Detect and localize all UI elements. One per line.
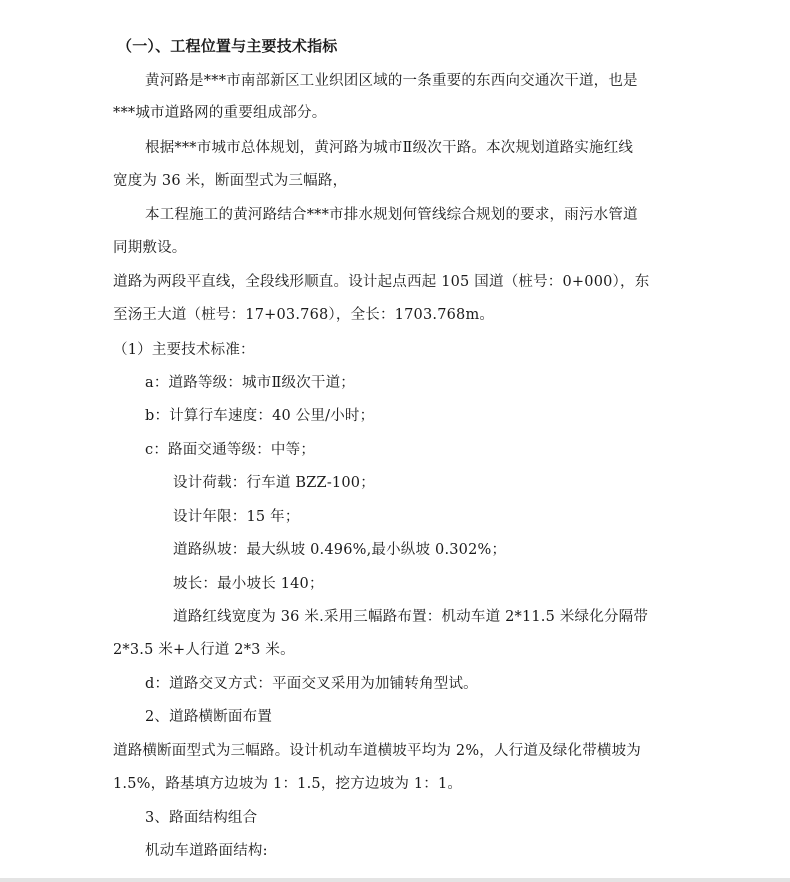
section-2-line-2: 1.5%，路基填方边坡为 1：1.5，挖方边坡为 1：1。 xyxy=(113,776,463,792)
paragraph-2-line-1: 根据***市城市总体规划，黄河路为城市Ⅱ级次干路。本次规划道路实施红线 xyxy=(145,140,634,156)
page-bottom-edge xyxy=(0,878,790,882)
slope-length: 坡长：最小坡长 140； xyxy=(173,576,324,592)
section-heading: （一）、工程位置与主要技术指标 xyxy=(117,37,338,55)
paragraph-1-line-2: ***城市道路网的重要组成部分。 xyxy=(113,105,327,121)
design-load: 设计荷载：行车道 BZZ-100； xyxy=(173,475,375,491)
paragraph-4-line-2: 至汤王大道（桩号：17+03.768），全长：1703.768m。 xyxy=(113,307,495,323)
section-2-line-1: 道路横断面型式为三幅路。设计机动车道横坡平均为 2%，人行道及绿化带横坡为 xyxy=(113,743,642,759)
longitudinal-slope: 道路纵坡：最大纵坡 0.496%,最小纵坡 0.302%； xyxy=(173,542,507,558)
standard-item-b: b：计算行车速度：40 公里/小时； xyxy=(145,408,375,424)
section-3-title: 3、路面结构组合 xyxy=(145,810,258,826)
section-3-line-1: 机动车道路面结构: xyxy=(145,843,268,859)
design-life: 设计年限：15 年； xyxy=(173,509,300,525)
paragraph-2-line-2: 宽度为 36 米，断面型式为三幅路， xyxy=(113,173,348,189)
paragraph-3-line-1: 本工程施工的黄河路结合***市排水规划何管线综合规划的要求，雨污水管道 xyxy=(145,207,638,223)
tech-standards-title: （1）主要技术标准： xyxy=(113,342,255,358)
paragraph-4-line-1: 道路为两段平直线，全段线形顺直。设计起点西起 105 国道（桩号：0+000），东 xyxy=(113,274,650,290)
standard-item-d: d：道路交叉方式：平面交叉采用为加铺转角型试。 xyxy=(145,676,478,692)
redline-width-line-2: 2*3.5 米+人行道 2*3 米。 xyxy=(113,642,295,658)
redline-width-line-1: 道路红线宽度为 36 米.采用三幅路布置：机动车道 2*11.5 米绿化分隔带 xyxy=(173,609,649,625)
standard-item-a: a：道路等级：城市Ⅱ级次干道； xyxy=(145,375,355,391)
paragraph-3-line-2: 同期敷设。 xyxy=(113,240,187,256)
standard-item-c: c：路面交通等级：中等； xyxy=(145,442,316,458)
section-2-title: 2、道路横断面布置 xyxy=(145,709,273,725)
paragraph-1-line-1: 黄河路是***市南部新区工业织团区域的一条重要的东西向交通次干道，也是 xyxy=(145,73,638,89)
